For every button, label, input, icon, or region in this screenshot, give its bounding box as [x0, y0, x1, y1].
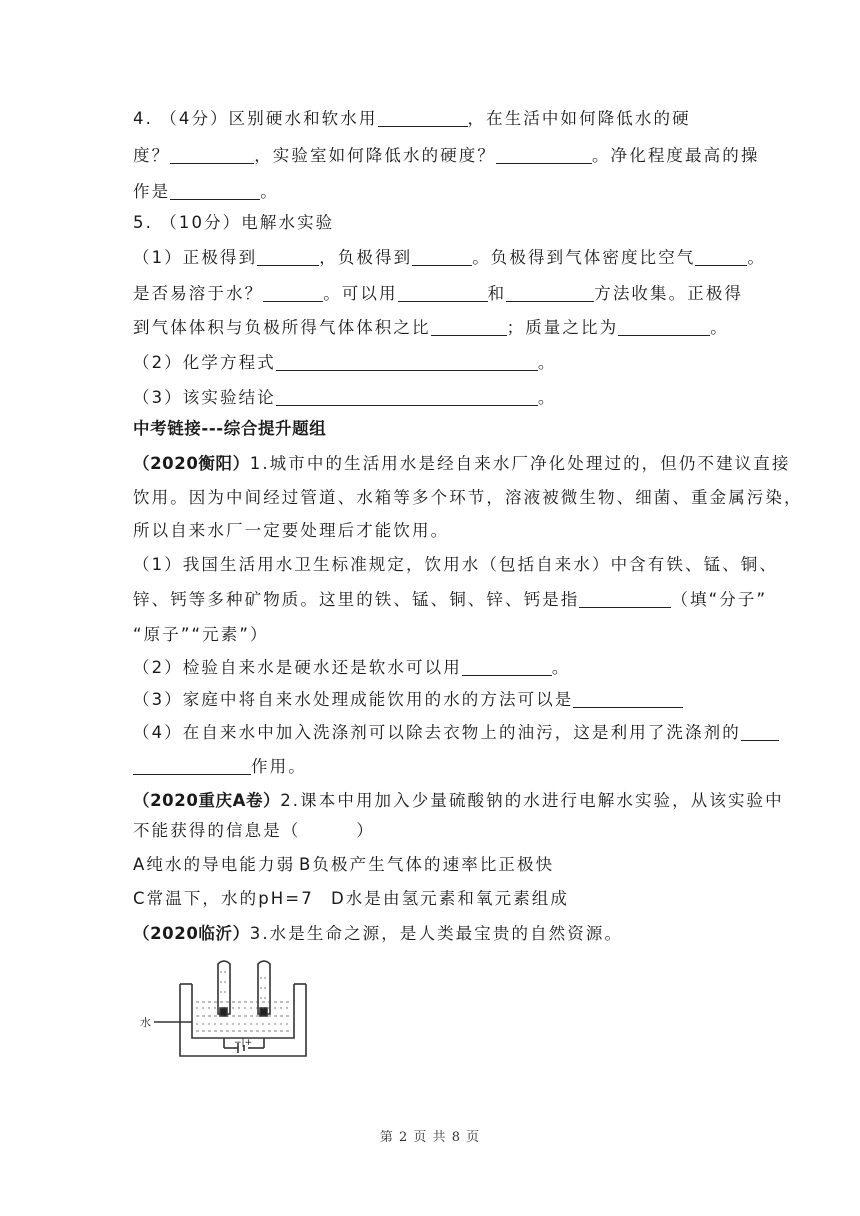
- hy-text: 1.城市中的生活用水是经自来水厂净化处理过的，但仍不建议直接: [249, 454, 791, 473]
- hy-line-1: [133, 452, 790, 476]
- answer-blank: [573, 689, 683, 708]
- q5-part2: [133, 351, 556, 375]
- q5-text: （2）化学方程式: [133, 353, 276, 372]
- q5-text: （3）该实验结论: [133, 388, 276, 407]
- source-tag: （2020衡阳）: [133, 454, 250, 473]
- answer-blank: [276, 352, 538, 371]
- q5-text: （1）正极得到: [133, 248, 258, 267]
- hy-line-2: 饮用。因为中间经过管道、水箱等多个环节，溶液被微生物、细菌、重金属污染，: [133, 488, 803, 507]
- answer-blank: [276, 387, 538, 406]
- q4-text: 度？: [133, 146, 171, 165]
- answer-blank: [257, 247, 319, 266]
- q5-text: 。: [537, 388, 557, 407]
- q4-line-3: [133, 180, 279, 204]
- answer-blank: [170, 145, 254, 164]
- q5-part1-line3: [133, 316, 729, 340]
- q4-line-1: [133, 107, 691, 131]
- q5-text: 。可以用: [323, 284, 398, 303]
- cq-text: 2.课本中用加入少量硫酸钠的水进行电解水实验，从该实验中: [280, 791, 784, 810]
- source-tag: （2020重庆A卷）: [133, 791, 281, 810]
- answer-blank: [695, 247, 747, 266]
- answer-blank: [741, 722, 779, 741]
- q5-part3: [133, 386, 556, 410]
- option-d: D水是由氢元素和氧元素组成: [331, 889, 570, 908]
- battery-label: −|+: [234, 1038, 253, 1048]
- answer-blank: [398, 283, 488, 302]
- q5-text: 。负极得到气体密度比空气: [472, 248, 696, 267]
- hy-text: （填“分子”: [671, 590, 768, 609]
- q4-text: 4. （4分）区别硬水和软水用: [133, 109, 378, 128]
- ly-text: 3.水是生命之源，是人类最宝贵的自然资源。: [249, 924, 624, 943]
- answer-blank: [618, 317, 710, 336]
- hy-sub2: [133, 656, 570, 680]
- hy-text: 作用。: [251, 757, 307, 776]
- source-tag: （2020临沂）: [133, 924, 250, 943]
- hy-sub1-line1: （1）我国生活用水卫生标准规定，饮用水（包括自来水）中含有铁、锰、铜、: [133, 555, 778, 574]
- q5-text: 到气体体积与负极所得气体体积之比: [133, 318, 431, 337]
- q5-text: 。: [710, 318, 729, 337]
- cq-options-1: [133, 853, 554, 877]
- answer-blank: [506, 283, 594, 302]
- q5-part1-line2: [133, 282, 743, 306]
- cq-line-1: [133, 789, 784, 813]
- hy-sub4-line2: [133, 755, 307, 779]
- q4-text: 作是: [133, 182, 171, 201]
- q5-text: 方法收集。正极得: [594, 284, 744, 303]
- q5-title: 5. （10分）电解水实验: [133, 213, 335, 232]
- answer-blank: [170, 181, 260, 200]
- q5-part1-line1: [133, 246, 766, 270]
- page-footer: 第 2 页 共 8 页: [379, 1130, 481, 1145]
- q4-line-2: [133, 144, 759, 168]
- answer-blank: [378, 108, 468, 127]
- option-a: A纯水的导电能力弱: [133, 855, 296, 874]
- hy-text: （4）在自来水中加入洗涤剂可以除去衣物上的油污，这是利用了洗涤剂的: [133, 723, 741, 742]
- answer-blank: [133, 756, 251, 775]
- answer-blank: [496, 145, 592, 164]
- answer-blank: [431, 317, 507, 336]
- q5-text: ；质量之比为: [506, 318, 619, 337]
- section-title: 中考链接---综合提升题组: [133, 419, 327, 438]
- answer-blank: [263, 283, 323, 302]
- hy-sub3: [133, 688, 683, 712]
- cq-options-2: [133, 887, 569, 911]
- q4-text: 。净化程度最高的操: [592, 146, 760, 165]
- q4-text: ，在生活中如何降低水的硬: [467, 109, 691, 128]
- hy-sub1-line2: [133, 588, 767, 612]
- q5-text: 。: [537, 353, 557, 372]
- q4-text: ，实验室如何降低水的硬度？: [254, 146, 497, 165]
- ly-line-1: [133, 922, 623, 946]
- option-c: C常温下，水的pH=7: [133, 889, 314, 908]
- q5-text: 和: [487, 284, 507, 303]
- hy-line-3: 所以自来水厂一定要处理后才能饮用。: [133, 521, 450, 540]
- hy-sub4-line1: [133, 721, 779, 745]
- answer-blank: [412, 247, 472, 266]
- hy-text: 。: [551, 658, 571, 677]
- hy-sub1-line3: “原子”“元素”）: [133, 625, 269, 644]
- hy-text: （2）检验自来水是硬水还是软水可以用: [133, 658, 462, 677]
- q5-text: ，负极得到: [319, 248, 413, 267]
- answer-blank: [579, 589, 671, 608]
- cq-line-2: 不能获得的信息是（ ）: [133, 821, 375, 840]
- q5-text: 。: [747, 248, 767, 267]
- answer-blank: [462, 657, 552, 676]
- hy-text: 锌、钙等多种矿物质。这里的铁、锰、铜、锌、钙是指: [133, 590, 580, 609]
- q5-text: 是否易溶于水？: [133, 284, 264, 303]
- water-label: 水: [140, 1016, 151, 1029]
- option-b: B负极产生气体的速率比正极快: [299, 855, 555, 874]
- q4-text: 。: [260, 182, 279, 201]
- electrolysis-apparatus-figure: [140, 960, 340, 1065]
- hy-text: （3）家庭中将自来水处理成能饮用的水的方法可以是: [133, 690, 574, 709]
